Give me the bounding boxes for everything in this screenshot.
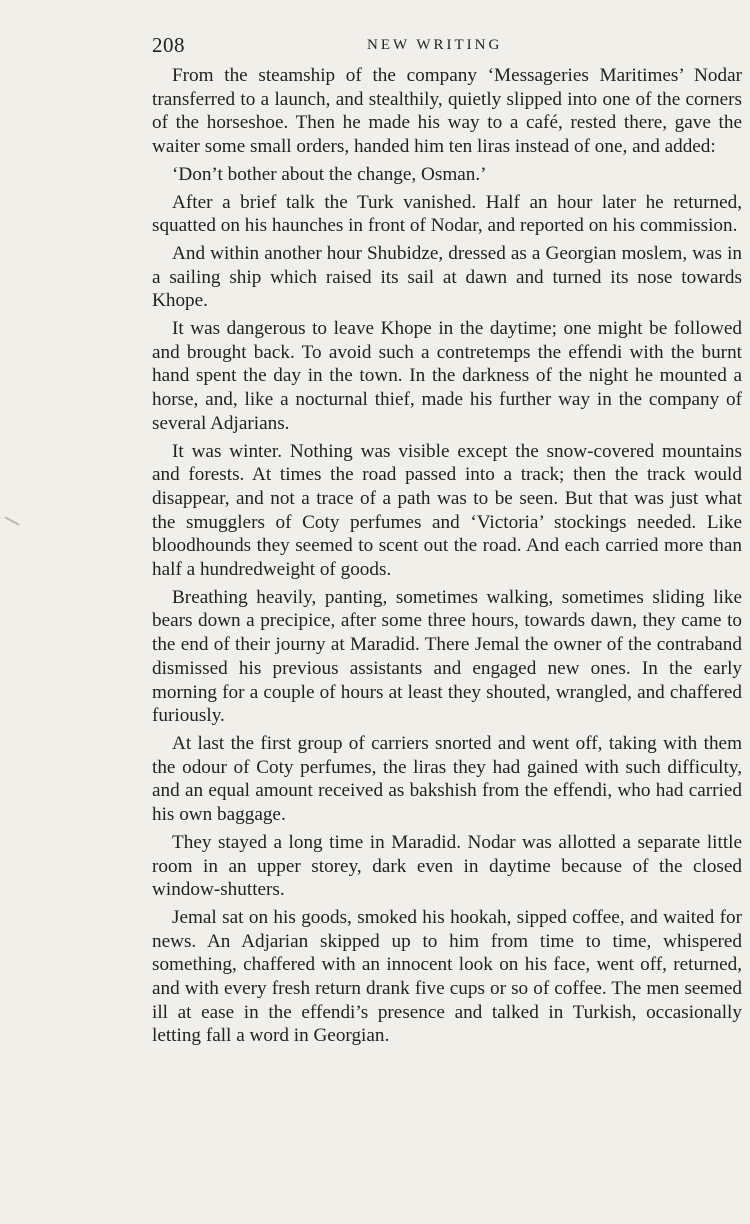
paragraph: From the steamship of the company ‘Messageries Maritimes’ Nodar transferred to a launch, and stealthily, quietly slipped into one of the corners of the horseshoe. Then he made his way to a café, rested there, gave the waiter some small orders, handed him ten liras instead of one, and added: [152, 65, 742, 158]
running-head: NEW WRITING [367, 37, 503, 53]
margin-mark [4, 516, 19, 525]
page-number: 208 [152, 33, 185, 57]
paragraph: And within another hour Shubidze, dressed as a Georgian moslem, was in a sailing ship which raised its sail at dawn and turned its nose towards Khope. [152, 242, 742, 312]
paragraph: It was dangerous to leave Khope in the daytime; one might be followed and brought back. To avoid such a contretemps the effendi with the burnt hand spent the day in the town. In the darkness of the night he mounted a horse, and, like a nocturnal thief, made his further way in the company of several Adjarians. [152, 318, 742, 434]
page-header [152, 33, 742, 59]
paragraph: Jemal sat on his goods, smoked his hookah, sipped coffee, and waited for news. An Adjarian skipped up to him from time to time, whispered something, chaffered with an innocent look on his face, went off, returned, and with every fresh return drank five cups or so of coffee. The men seemed ill at ease in the effendi’s presence and talked in Turkish, occasionally letting fall a word in Georgian. [152, 906, 742, 1047]
body-text [152, 64, 742, 1052]
paragraph: After a brief talk the Turk vanished. Half an hour later he returned, squatted on his haunches in front of Nodar, and reported on his commission. [152, 191, 742, 237]
paragraph: It was winter. Nothing was visible except the snow-covered mountains and forests. At times the road passed into a track; then the track would disappear, and not a trace of a path was to be seen. But that was just what the smugglers of Coty perfumes and ‘Victoria’ stockings needed. Like bloodhounds they seemed to scent out the road. And each carried more than half a hundredweight of goods. [152, 440, 742, 581]
paragraph: At last the first group of carriers snorted and went off, taking with them the odour of Coty perfumes, the liras they had gained with such difficulty, and an equal amount received as bakshish from the effendi, who had carried his own baggage. [152, 732, 742, 826]
paragraph: Breathing heavily, panting, sometimes walking, sometimes sliding like bears down a precipice, after some three hours, towards dawn, they came to the end of their journy at Maradid. There Jemal the owner of the contraband dismissed his previous assistants and engaged new ones. In the early morning for a couple of hours at least they shouted, wrangled, and chaffered furiously. [152, 586, 742, 727]
paragraph: ‘Don’t bother about the change, Osman.’ [172, 163, 487, 185]
paragraph: They stayed a long time in Maradid. Nodar was allotted a separate little room in an upper storey, dark even in daytime because of the closed window-shutters. [152, 831, 742, 901]
